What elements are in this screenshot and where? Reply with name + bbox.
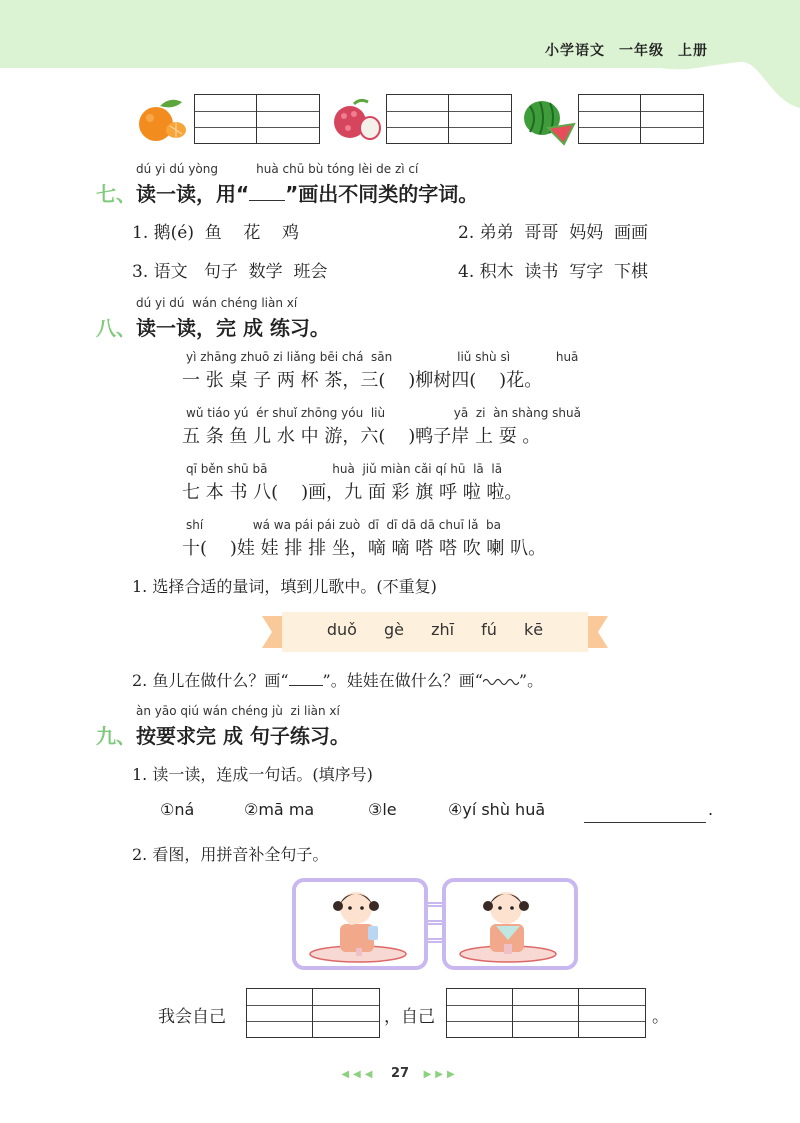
section9-title: 九、按要求完 成 句子练习。 [96, 724, 350, 748]
header-subject: 小学语文 [545, 43, 605, 59]
poem-line2[interactable]: 五 条 鱼 儿 水 中 游，六( )鸭子岸 上 耍 。 [182, 426, 541, 447]
poem-line3[interactable]: 七 本 书 八( )画，九 面 彩 旗 呼 啦 啦。 [182, 482, 523, 503]
sentence-part-c: 。 [652, 1007, 669, 1027]
section7-row1-left[interactable]: 1. 鹅(é) 鱼 花 鸡 [132, 223, 299, 243]
page-footer [0, 1066, 800, 1081]
section7-pinyin: dú yi dú yòng huà chū bù tóng lèi de zì cí [136, 162, 419, 176]
measure-word-options: duǒ gè zhī fú kē [326, 620, 544, 639]
header-grade: 一年级 [619, 43, 664, 59]
section9-q1: 1. 读一读，连成一句话。(填序号) [132, 765, 373, 784]
option-1: ①ná [160, 800, 195, 819]
underline-sample [249, 187, 285, 201]
orange-image [136, 96, 192, 144]
poem-line1[interactable]: 一 张 桌 子 两 杯 茶，三( )柳树四( )花。 [182, 370, 543, 391]
footer-left-arrows: ◀◀◀ [341, 1069, 377, 1080]
poem-line4[interactable]: 十( )娃 娃 排 排 坐，嘀 嘀 嗒 嗒 吹 喇 叭。 [182, 538, 547, 559]
section7-row1-right[interactable]: 2. 弟弟 哥哥 妈妈 画画 [458, 223, 649, 243]
section9-q2: 2. 看图，用拼音补全句子。 [132, 845, 329, 864]
picture-card-1 [292, 878, 428, 970]
picture-card-2 [442, 878, 578, 970]
header-volume: 上册 [678, 43, 708, 59]
girl-brushing-teeth-image [296, 882, 424, 966]
option-3: ③le [368, 800, 397, 819]
section8-q2: 2. 鱼儿在做什么？画“ ”。娃娃在做什么？画“ ”。 [132, 671, 544, 690]
section8-number: 八、 [96, 316, 136, 340]
section8-q1: 1. 选择合适的量词，填到儿歌中。(不重复) [132, 577, 437, 596]
section9-pinyin: àn yāo qiú wán chéng jù zi liàn xí [136, 704, 340, 718]
section7-title: 七、读一读，用“ ”画出不同类的字词。 [96, 182, 479, 206]
section9-number: 九、 [96, 724, 136, 748]
order-answer-line[interactable] [584, 822, 706, 823]
girl-washing-image [446, 882, 574, 966]
writing-grid-2[interactable] [386, 94, 512, 144]
pinyin-grid-2[interactable] [446, 988, 646, 1038]
page-header [531, 40, 708, 60]
answer-period: . [708, 800, 714, 819]
section8-pinyin: dú yi dú wán chéng liàn xí [136, 296, 298, 310]
sentence-part-b: ，自己 [384, 1007, 435, 1027]
pinyin-grid-1[interactable] [246, 988, 380, 1038]
poem-line3-pinyin: qī běn shū bā huà jiǔ miàn cǎi qí hū lā lā [186, 462, 503, 476]
writing-grid-1[interactable] [194, 94, 320, 144]
poem-line4-pinyin: shí wá wa pái pái zuò dī dī dā dā chuī lǎ ba [186, 518, 502, 532]
watermelon-image [520, 94, 576, 146]
option-4: ④yí shù huā [448, 800, 546, 819]
poem-line2-pinyin: wǔ tiáo yú ér shuǐ zhōng yóu liù yā zi àn shàng shuǎ [186, 406, 581, 420]
section8-title: 八、读一读，完 成 练习。 [96, 316, 330, 340]
lychee-image [328, 96, 384, 144]
sentence-part-a: 我会自己 [158, 1007, 226, 1027]
straight-line-blank[interactable] [289, 672, 323, 686]
wavy-line-blank[interactable] [483, 676, 519, 686]
section7-row2-right[interactable]: 4. 积木 读书 写字 下棋 [458, 262, 649, 282]
section7-number: 七、 [96, 182, 136, 206]
writing-grid-3[interactable] [578, 94, 704, 144]
footer-right-arrows: ▶▶▶ [423, 1069, 459, 1080]
option-2: ②mā ma [244, 800, 315, 819]
section7-row2-left[interactable]: 3. 语文 句子 数学 班会 [132, 262, 328, 282]
poem-line1-pinyin: yì zhāng zhuō zi liǎng bēi chá sān liǔ shù sì huā [186, 350, 579, 364]
page-number: 27 [390, 1066, 410, 1081]
